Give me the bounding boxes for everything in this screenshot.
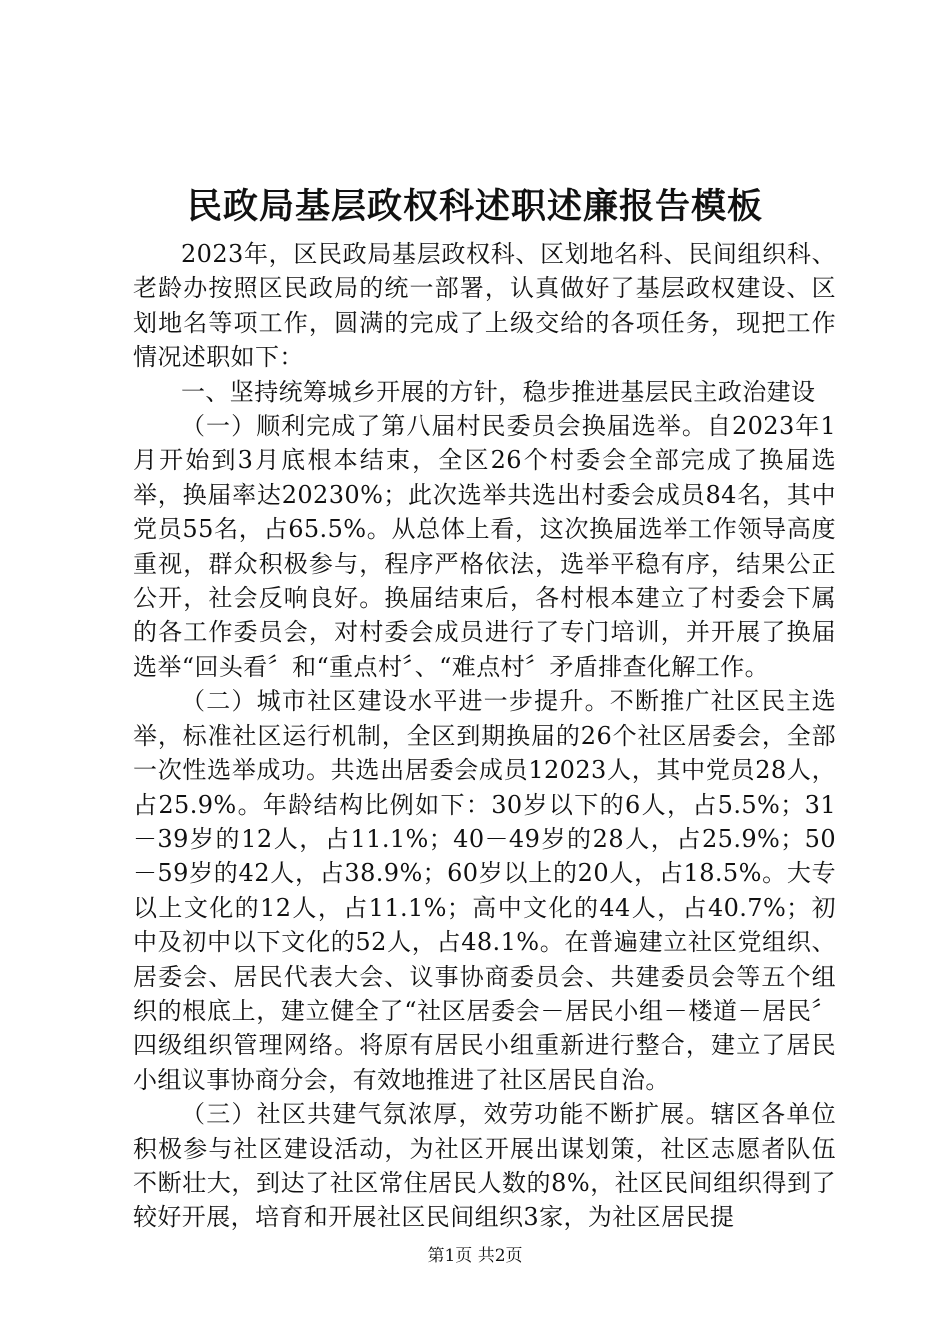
paragraph-intro: 2023年，区民政局基层政权科、区划地名科、民间组织科、老龄办按照区民政局的统一部署，认真做好了基层政权建设、区划地名等项工作，圆满的完成了上级交给的各项任务，现把工作情况述职如下： [133, 240, 836, 372]
paragraph-village-election: （一）顺利完成了第八届村民委员会换届选举。自2023年1月开始到3月底根本结束，全区26个村委会全部完成了换届选举，换届率达20230%；此次选举共选出村委会成员84名，其中党员55名，占65.5%。从总体上看，这次换届选举工作领导高度重视，群众积极参与，程序严格依法，选举平稳有序，结果公正公开，社会反响良好。换届结束后，各村根本建立了村委会下属的各工作委员会，对村委会成员进行了专门培训，并开展了换届选举“回头看〞和“重点村〞、“难点村〞矛盾排查化解工作。 [133, 412, 836, 681]
section-heading-1: 一、坚持统筹城乡开展的方针，稳步推进基层民主政治建设 [181, 377, 816, 406]
paragraph-community-construction: （二）城市社区建设水平进一步提升。不断推广社区民主选举，标准社区运行机制，全区到期换届的26个社区居委会，全部一次性选举成功。共选出居委会成员12023人，其中党员28人，占25.9%。年龄结构比例如下：30岁以下的6人，占5.5%；31－39岁的12人，占11.1%；40－49岁的28人，占25.9%；50－59岁的42人，占38.9%；60岁以上的20人，占18.5%。大专以上文化的12人，占11.1%；高中文化的44人，占40.7%；初中及初中以下文化的52人，占48.1%。在普遍建立社区党组织、居委会、居民代表大会、议事协商委员会、共建委员会等五个组织的根底上，建立健全了“社区居委会－居民小组－楼道－居民〞四级组织管理网络。将原有居民小组重新进行整合，建立了居民小组议事协商分会，有效地推进了社区居民自治。 [133, 687, 836, 1094]
document-title: 民政局基层政权科述职述廉报告模板 [186, 186, 763, 227]
page-footer: 第1页 共2页 [427, 1246, 523, 1266]
paragraph-community-service: （三）社区共建气氛浓厚，效劳功能不断扩展。辖区各单位积极参与社区建设活动，为社区开展出谋划策，社区志愿者队伍不断壮大，到达了社区常住居民人数的8%，社区民间组织得到了较好开展，培育和开展社区民间组织3家，为社区居民提 [133, 1100, 836, 1232]
document-body [133, 237, 836, 1235]
